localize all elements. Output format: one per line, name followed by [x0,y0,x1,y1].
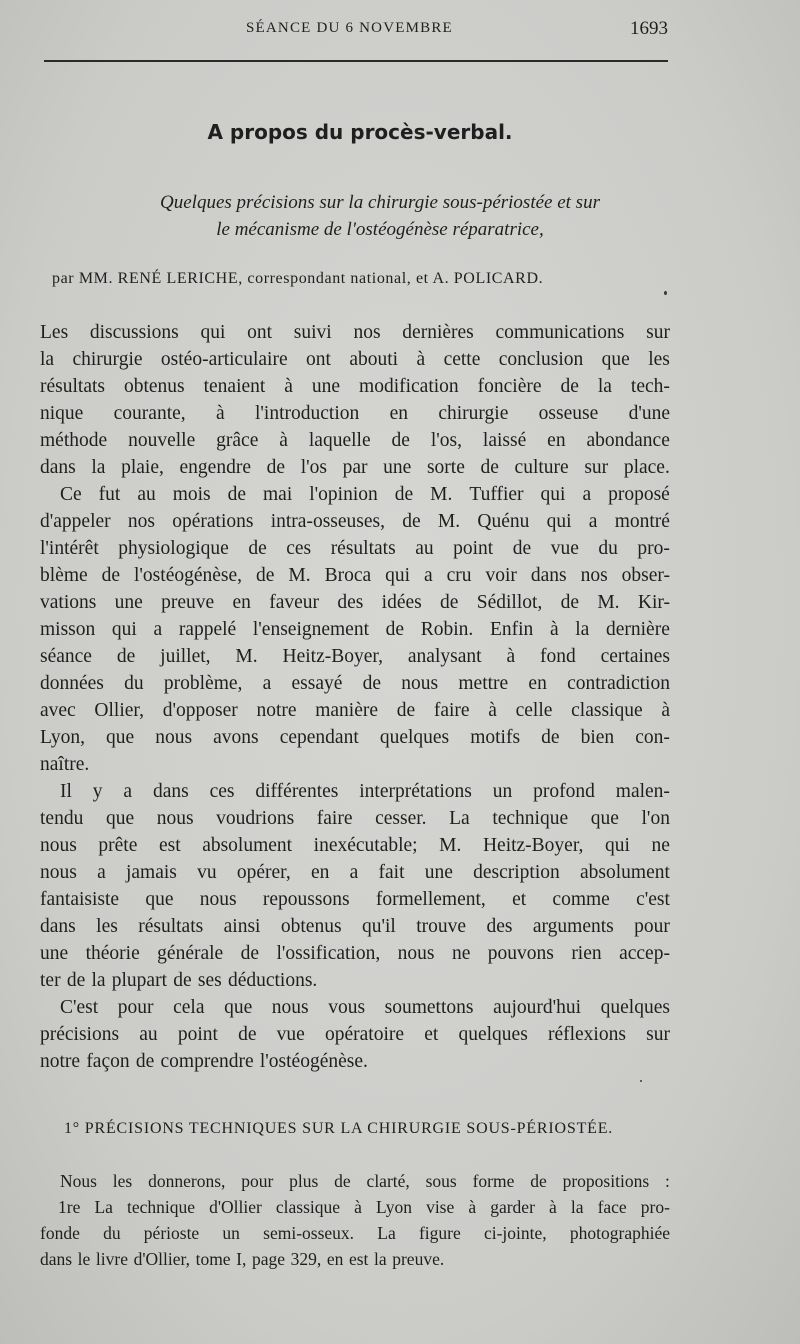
running-head: SÉANCE DU 6 NOVEMBRE [246,20,453,36]
text-line: notre façon de comprendre l'ostéogénèse. [40,1051,368,1072]
article-subtitle-line-2: le mécanisme de l'ostéogénèse réparatrice, [216,219,544,240]
article-title: A propos du procès-verbal. [207,120,513,144]
paragraph-1 [40,319,670,481]
text-line: nique courante, à l'introduction en chirurgie osseuse d'une [40,403,670,424]
text-line: méthode nouvelle grâce à laquelle de l'os, laissé en abondance [40,430,670,451]
text-line: d'appeler nos opérations intra-osseuses, de M. Quénu qui a montré [40,511,670,532]
text-line: Il y a dans ces différentes interprétations un profond malen- [60,781,670,802]
text-line: naître. [40,754,90,775]
text-line: nous a jamais vu opérer, en a fait une description absolument [40,862,670,883]
text-line: misson qui a rappelé l'enseignement de Robin. Enfin à la dernière [40,619,670,640]
text-line: C'est pour cela que nous vous soumettons aujourd'hui quelques [60,997,670,1018]
text-line: Les discussions qui ont suivi nos dernières communications sur [40,322,670,343]
paragraph-3 [40,778,670,994]
text-line: avec Ollier, d'opposer notre manière de faire à celle classique à [40,700,670,721]
text-line: dans la plaie, engendre de l'os par une sorte de culture sur place. [40,457,670,478]
page-header [40,18,668,46]
text-line: la chirurgie ostéo-articulaire ont abouti à cette conclusion que les [40,349,670,370]
text-line: fonde du périoste un semi-osseux. La figure ci-jointe, photographiée [40,1223,670,1243]
text-line: tendu que nous voudrions faire cesser. La technique que l'on [40,808,670,829]
text-line: séance de juillet, M. Heitz-Boyer, analysant à fond certaines [40,646,670,667]
text-line: résultats obtenus tenaient à une modification foncière de la tech- [40,376,670,397]
text-line: fantaisiste que nous repoussons formellement, et comme c'est [40,889,670,910]
paragraph-4 [40,994,670,1075]
ink-speck [640,1080,642,1082]
text-line: nous prête est absolument inexécutable; M. Heitz-Boyer, qui ne [40,835,670,856]
text-line: Nous les donnerons, pour plus de clarté, sous forme de propositions : [60,1171,670,1191]
article-subtitle-line-1: Quelques précisions sur la chirurgie sous-périostée et sur [160,192,600,213]
text-line: données du problème, a essayé de nous mettre en contradiction [40,673,670,694]
text-line: l'intérêt physiologique de ces résultats au point de vue du pro- [40,538,670,559]
text-line: dans les résultats ainsi obtenus qu'il trouve des arguments pour [40,916,670,937]
text-line: précisions au point de vue opératoire et quelques réflexions sur [40,1024,670,1045]
paragraph-2 [40,481,670,778]
text-line: 1re La technique d'Ollier classique à Lyon vise à garder à la face pro- [58,1197,670,1217]
text-line: Lyon, que nous avons cependant quelques motifs de bien con- [40,727,670,748]
text-line: ter de la plupart de ses déductions. [40,970,318,991]
header-rule [44,60,668,62]
section-paragraph [40,1168,670,1272]
page-number: 1693 [630,18,668,39]
text-line: blème de l'ostéogénèse, de M. Broca qui a cru voir dans nos obser- [40,565,670,586]
text-line: une théorie générale de l'ossification, nous ne pouvons rien accep- [40,943,670,964]
ink-speck [664,291,667,295]
article-authors: par MM. RENÉ LERICHE, correspondant national, et A. POLICARD. [52,270,544,287]
text-line: vations une preuve en faveur des idées de Sédillot, de M. Kir- [40,592,670,613]
text-line: dans le livre d'Ollier, tome I, page 329, en est la preuve. [40,1249,445,1269]
section-heading: 1° PRÉCISIONS TECHNIQUES SUR LA CHIRURGIE SOUS-PÉRIOSTÉE. [64,1120,614,1137]
text-line: Ce fut au mois de mai l'opinion de M. Tuffier qui a proposé [60,484,670,505]
